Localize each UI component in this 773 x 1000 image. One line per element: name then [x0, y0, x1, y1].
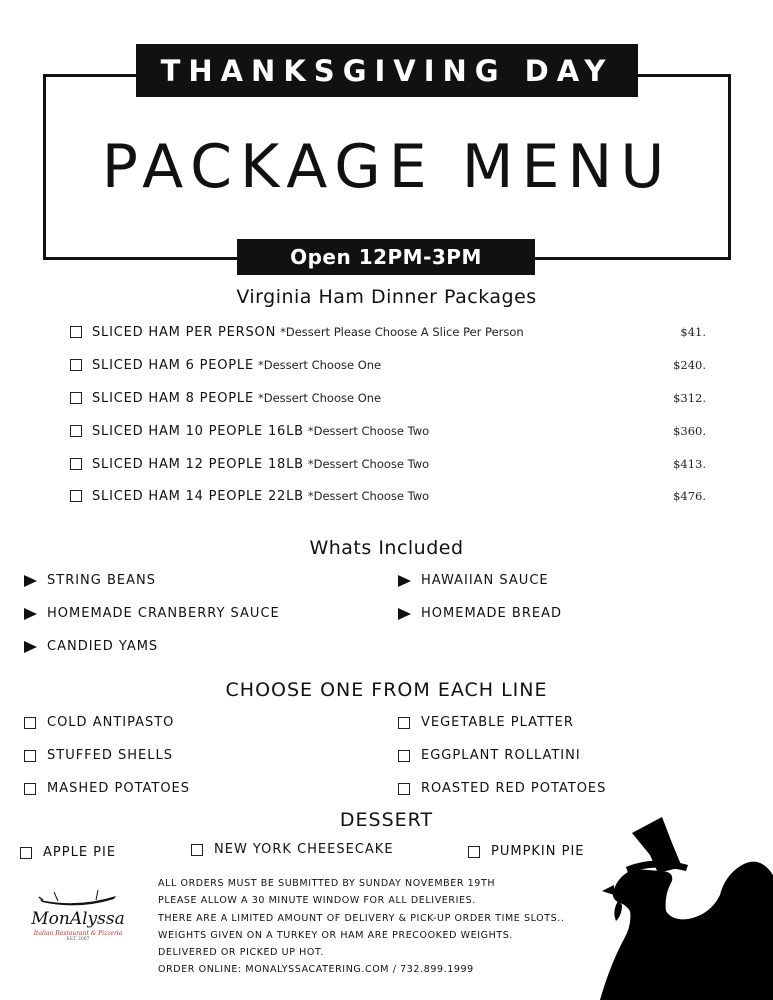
note-line: ALL ORDERS MUST BE SUBMITTED BY SUNDAY NOVEMBER 19TH — [158, 878, 496, 889]
included-item — [398, 573, 549, 588]
logo-brand: MonAlyssa — [31, 909, 125, 929]
package-note: *Dessert Choose Two — [307, 489, 430, 503]
checkbox[interactable] — [70, 392, 82, 404]
checkbox[interactable] — [398, 750, 410, 762]
ham-package-row — [70, 421, 706, 441]
logo-subtitle: Italian Restaurant & Pizzeria — [33, 930, 123, 937]
choice-label: ROASTED RED POTATOES — [421, 781, 607, 796]
package-price: $413. — [673, 457, 706, 471]
checkbox[interactable] — [24, 750, 36, 762]
arrow-icon — [398, 608, 411, 620]
package-name: SLICED HAM 8 PEOPLE — [92, 390, 254, 406]
package-note: *Dessert Please Choose A Slice Per Person — [280, 325, 524, 339]
checkbox[interactable] — [70, 458, 82, 470]
checkbox[interactable] — [24, 717, 36, 729]
note-line: PLEASE ALLOW A 30 MINUTE WINDOW FOR ALL DELIVERIES. — [158, 895, 476, 907]
checkbox[interactable] — [20, 847, 32, 859]
ham-package-row — [70, 388, 706, 408]
note-line: WEIGHTS GIVEN ON A TURKEY OR HAM ARE PRECOOKED WEIGHTS. — [158, 929, 514, 941]
choice-label: STUFFED SHELLS — [47, 748, 173, 763]
package-price: $312. — [673, 391, 706, 405]
choice-item — [24, 748, 173, 763]
checkbox[interactable] — [191, 844, 203, 856]
checkbox[interactable] — [70, 359, 82, 371]
checkbox[interactable] — [70, 326, 82, 338]
ham-package-row — [70, 454, 706, 474]
choice-item — [398, 715, 574, 730]
included-item — [24, 573, 156, 588]
checkbox[interactable] — [398, 783, 410, 795]
package-name: SLICED HAM 12 PEOPLE 18LB — [92, 456, 304, 472]
dessert-label: APPLE PIE — [43, 845, 117, 860]
checkbox[interactable] — [398, 717, 410, 729]
package-price: $476. — [673, 489, 706, 503]
package-note: *Dessert Choose Two — [307, 424, 430, 438]
checkbox[interactable] — [70, 425, 82, 437]
logo-established: EST. 2007 — [66, 937, 90, 942]
package-price: $41. — [680, 325, 706, 339]
ham-package-row — [70, 355, 706, 375]
note-line: ORDER ONLINE: MONALYSSACATERING.COM / 732.899.1999 — [158, 964, 474, 976]
included-item-label: HOMEMADE BREAD — [421, 606, 562, 621]
package-name: SLICED HAM 14 PEOPLE 22LB — [92, 488, 304, 504]
arrow-icon — [24, 608, 37, 620]
package-name: SLICED HAM 10 PEOPLE 16LB — [92, 423, 304, 439]
checkbox[interactable] — [70, 490, 82, 502]
included-item — [24, 639, 158, 654]
included-item-label: HAWAIIAN SAUCE — [421, 573, 549, 588]
choice-label: EGGPLANT ROLLATINI — [421, 748, 581, 763]
arrow-icon — [24, 641, 37, 653]
package-name: SLICED HAM PER PERSON — [92, 324, 277, 340]
page-title: PACKAGE MENU — [101, 132, 673, 202]
package-note: *Dessert Choose One — [257, 391, 382, 405]
choice-item — [398, 748, 581, 763]
arrow-icon — [398, 575, 411, 587]
checkbox[interactable] — [24, 783, 36, 795]
included-item-label: CANDIED YAMS — [47, 639, 159, 654]
order-notes — [158, 875, 565, 979]
included-section-title: Whats Included — [309, 537, 464, 559]
choice-label: VEGETABLE PLATTER — [421, 715, 574, 730]
ham-section-title: Virginia Ham Dinner Packages — [236, 286, 537, 308]
hours-banner: Open 12PM-3PM — [237, 239, 535, 275]
included-item — [24, 606, 280, 621]
choice-item — [24, 781, 190, 796]
choice-item — [24, 715, 174, 730]
choice-item — [398, 781, 606, 796]
dessert-item — [191, 842, 394, 857]
note-line: DELIVERED OR PICKED UP HOT. — [158, 947, 324, 959]
package-note: *Dessert Choose Two — [307, 457, 430, 471]
dessert-label: PUMPKIN PIE — [491, 844, 585, 859]
choice-label: MASHED POTATOES — [47, 781, 191, 796]
ham-package-row — [70, 322, 706, 342]
dessert-label: NEW YORK CHEESECAKE — [214, 842, 394, 857]
dessert-section-title: DESSERT — [339, 809, 434, 831]
included-item — [398, 606, 562, 621]
ham-package-row — [70, 486, 706, 506]
gondola-icon — [38, 888, 118, 908]
package-price: $360. — [673, 424, 706, 438]
dessert-item — [20, 845, 116, 860]
included-item-label: STRING BEANS — [47, 573, 156, 588]
package-price: $240. — [673, 358, 706, 372]
restaurant-logo — [28, 888, 128, 958]
choose-section-title: CHOOSE ONE FROM EACH LINE — [225, 679, 548, 701]
pilgrim-turkey-silhouette — [560, 815, 773, 1000]
package-note: *Dessert Choose One — [257, 358, 382, 372]
note-line: THERE ARE A LIMITED AMOUNT OF DELIVERY & PICK-UP ORDER TIME SLOTS.. — [158, 912, 565, 924]
thanksgiving-banner: THANKSGIVING DAY — [136, 44, 638, 97]
arrow-icon — [24, 575, 37, 587]
package-name: SLICED HAM 6 PEOPLE — [92, 357, 254, 373]
choice-label: COLD ANTIPASTO — [47, 715, 175, 730]
included-item-label: HOMEMADE CRANBERRY SAUCE — [47, 606, 280, 621]
checkbox[interactable] — [468, 846, 480, 858]
